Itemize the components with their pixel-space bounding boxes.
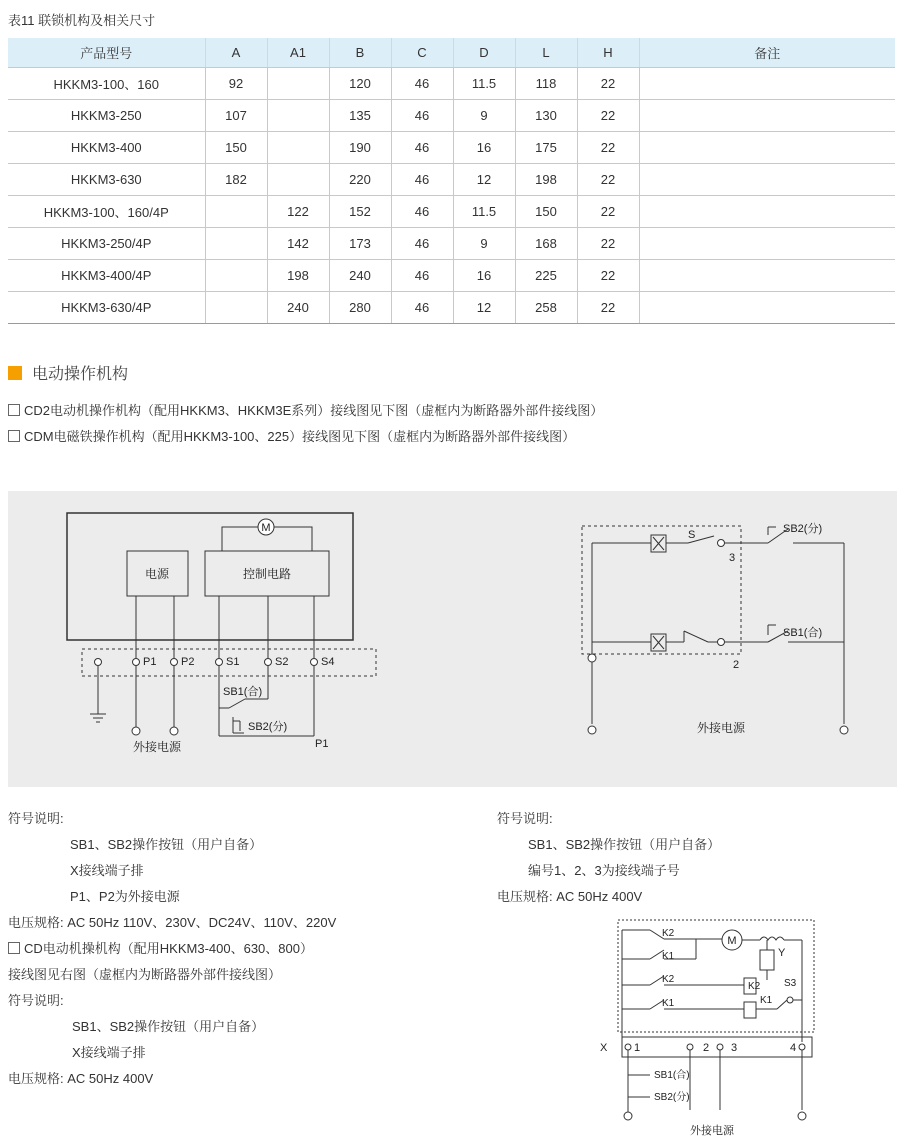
sb1-label: SB1(合): [223, 686, 263, 698]
note-cd2: CD2电动机操作机构（配用HKKM3、HKKM3E系列）接线图见下图（虚框内为断路器外部件接线图）: [8, 400, 603, 419]
dimension-table: [8, 38, 895, 324]
table-cell: HKKM3-630/4P: [8, 292, 205, 324]
table-cell: 118: [515, 68, 577, 100]
table-cell: 16: [453, 260, 515, 292]
table-cell: 46: [391, 164, 453, 196]
table-header-cell: C: [391, 38, 453, 68]
table-cell: 120: [329, 68, 391, 100]
table-cell: 46: [391, 196, 453, 228]
table-cell: 142: [267, 228, 329, 260]
table-cell: [639, 228, 895, 260]
motor-symbol-icon: M: [261, 522, 271, 534]
control-box-label: 控制电路: [242, 567, 292, 581]
note-cdm: CDM电磁铁操作机构（配用HKKM3-100、225）接线图见下图（虚框内为断路器外部件接线图）: [8, 426, 575, 445]
sb1-label: SB1(合): [654, 1070, 690, 1081]
k1-label: K1: [662, 998, 675, 1009]
k1-coil-label: K1: [760, 995, 773, 1006]
cd-voltage-spec: 电压规格: AC 50Hz 400V: [8, 1071, 154, 1086]
external-power-label: 外接电源: [132, 740, 182, 754]
table-cell: 46: [391, 132, 453, 164]
table-cell: 150: [205, 132, 267, 164]
table-row: [8, 100, 895, 132]
cd-legend-heading: 符号说明:: [8, 993, 64, 1008]
table-header-cell: D: [453, 38, 515, 68]
terminal-2-label: 2: [733, 659, 740, 671]
table-cell: 22: [577, 164, 639, 196]
table-cell: 22: [577, 132, 639, 164]
table-cell: 107: [205, 100, 267, 132]
terminal-s1: S1: [226, 656, 240, 668]
checkbox-icon: [8, 942, 20, 954]
switch-s-label: S: [688, 529, 696, 541]
table-cell: [639, 260, 895, 292]
table-cell: 182: [205, 164, 267, 196]
table-cell: 258: [515, 292, 577, 324]
left-legend-item: X接线端子排: [70, 863, 144, 878]
terminal-2-label: 2: [703, 1042, 710, 1054]
left-legend-item: P1、P2为外接电源: [70, 889, 180, 904]
sb2-label: SB2(分): [783, 523, 823, 535]
table-cell: 173: [329, 228, 391, 260]
terminal-p1: P1: [143, 656, 157, 668]
table-cell: [639, 68, 895, 100]
table-row: [8, 228, 895, 260]
table-cell: 240: [329, 260, 391, 292]
sb1-label: SB1(合): [783, 627, 823, 639]
table-cell: 240: [267, 292, 329, 324]
wiring-diagram-cdm: [8, 491, 897, 787]
table-header-cell: A: [205, 38, 267, 68]
x-label: X: [600, 1042, 608, 1054]
k2-label: K2: [662, 974, 675, 985]
table-header-cell: A1: [267, 38, 329, 68]
table-header-cell: 备注: [639, 38, 895, 68]
left-voltage-spec: 电压规格: AC 50Hz 110V、230V、DC24V、110V、220V: [8, 915, 337, 930]
table-cell: 46: [391, 68, 453, 100]
terminal-s4: S4: [321, 656, 335, 668]
table-cell: 46: [391, 292, 453, 324]
table-cell: 9: [453, 228, 515, 260]
table-header-row: [8, 38, 895, 68]
table-cell: 198: [267, 260, 329, 292]
table-cell: 92: [205, 68, 267, 100]
table-cell: 22: [577, 68, 639, 100]
table-cell: 152: [329, 196, 391, 228]
cd-legend-item: X接线端子排: [72, 1045, 146, 1060]
table-header-cell: B: [329, 38, 391, 68]
table-cell: 175: [515, 132, 577, 164]
table-cell: 22: [577, 196, 639, 228]
power-box-label: 电源: [144, 567, 170, 581]
table-cell: 225: [515, 260, 577, 292]
table-cell: [267, 100, 329, 132]
table-cell: [639, 132, 895, 164]
table-cell: 11.5: [453, 196, 515, 228]
table-cell: [267, 132, 329, 164]
table-cell: 16: [453, 132, 515, 164]
table-row: [8, 292, 895, 324]
table-row: [8, 164, 895, 196]
table-cell: [639, 100, 895, 132]
sb2-label: SB2(分): [654, 1092, 690, 1103]
table-cell: [267, 68, 329, 100]
k2-coil-label: K2: [748, 981, 761, 992]
table-cell: HKKM3-250: [8, 100, 205, 132]
table-cell: [205, 196, 267, 228]
table-cell: HKKM3-630: [8, 164, 205, 196]
table-cell: 11.5: [453, 68, 515, 100]
checkbox-icon: [8, 430, 20, 442]
table-cell: 22: [577, 292, 639, 324]
terminal-1-label: 1: [634, 1042, 641, 1054]
table-cell: 12: [453, 164, 515, 196]
external-power-label: 外接电源: [690, 1125, 734, 1137]
table-cell: [205, 228, 267, 260]
table-cell: 150: [515, 196, 577, 228]
table-cell: [639, 292, 895, 324]
cd-title: CD电动机操机构（配用HKKM3-400、630、800）: [8, 938, 313, 957]
table-header-cell: L: [515, 38, 577, 68]
table-header-cell: H: [577, 38, 639, 68]
sb2-label: SB2(分): [248, 721, 288, 733]
table-cell: 280: [329, 292, 391, 324]
table-cell: 130: [515, 100, 577, 132]
table-row: [8, 196, 895, 228]
right-voltage-spec: 电压规格: AC 50Hz 400V: [497, 889, 643, 904]
cd-legend-item: SB1、SB2操作按钮（用户自备）: [72, 1019, 265, 1034]
table-row: [8, 68, 895, 100]
left-legend-item: SB1、SB2操作按钮（用户自备）: [70, 837, 263, 852]
cd-wiring-note: 接线图见右图（虚框内为断路器外部件接线图）: [8, 967, 282, 982]
table-cell: 135: [329, 100, 391, 132]
table-cell: 190: [329, 132, 391, 164]
table-cell: HKKM3-400: [8, 132, 205, 164]
table-cell: 9: [453, 100, 515, 132]
terminal-s2: S2: [275, 656, 289, 668]
table-header-cell: 产品型号: [8, 38, 205, 68]
y-label: Y: [778, 947, 786, 959]
table-cell: 46: [391, 100, 453, 132]
table-row: [8, 132, 895, 164]
section-header: [8, 361, 128, 384]
table-cell: 198: [515, 164, 577, 196]
checkbox-icon: [8, 404, 20, 416]
k2-label: K2: [662, 928, 675, 939]
terminal-4-label: 4: [790, 1042, 797, 1054]
wiring-diagram-cd: [592, 910, 822, 1140]
motor-symbol-icon: M: [727, 935, 737, 947]
table-cell: 22: [577, 100, 639, 132]
terminal-3-label: 3: [729, 552, 736, 564]
left-legend-heading: 符号说明:: [8, 811, 64, 826]
table-cell: [267, 164, 329, 196]
right-legend-heading: 符号说明:: [497, 811, 553, 826]
table-cell: 22: [577, 228, 639, 260]
table-caption: 表11 联锁机构及相关尺寸: [8, 13, 156, 28]
table-cell: 46: [391, 228, 453, 260]
table-cell: 168: [515, 228, 577, 260]
table-cell: [205, 292, 267, 324]
table-cell: HKKM3-400/4P: [8, 260, 205, 292]
table-cell: [639, 196, 895, 228]
table-cell: 122: [267, 196, 329, 228]
k1-label: K1: [662, 951, 675, 962]
table-cell: 12: [453, 292, 515, 324]
right-legend-item: 编号1、2、3为接线端子号: [528, 863, 680, 878]
section-marker-icon: [8, 366, 22, 380]
table-cell: 22: [577, 260, 639, 292]
table-cell: 220: [329, 164, 391, 196]
external-power-label: 外接电源: [696, 721, 746, 735]
table-cell: HKKM3-250/4P: [8, 228, 205, 260]
terminal-3-label: 3: [731, 1042, 738, 1054]
table-cell: 46: [391, 260, 453, 292]
table-cell: [639, 164, 895, 196]
p1-tail-label: P1: [315, 738, 329, 750]
right-legend-item: SB1、SB2操作按钮（用户自备）: [528, 837, 721, 852]
table-cell: HKKM3-100、160/4P: [8, 196, 205, 228]
table-cell: HKKM3-100、160: [8, 68, 205, 100]
terminal-p2: P2: [181, 656, 195, 668]
wiring-diagram-panel: [8, 491, 897, 787]
section-title: 电动操作机构: [32, 366, 129, 383]
s3-label: S3: [784, 978, 797, 989]
table-row: [8, 260, 895, 292]
table-cell: [205, 260, 267, 292]
